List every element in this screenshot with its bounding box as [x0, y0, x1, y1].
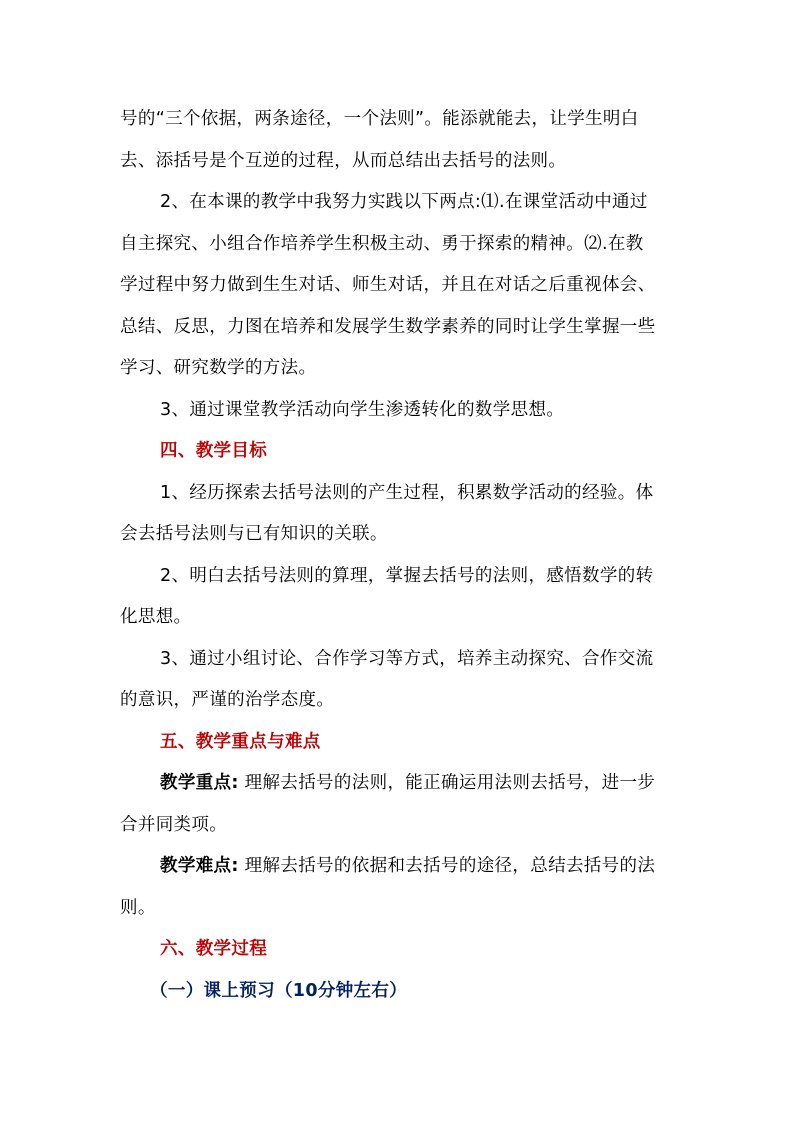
paragraph-line: 学习、研究数学的方法。 [120, 358, 317, 378]
goal-item-continued: 化思想。 [120, 607, 192, 627]
difficulty-label: 教学难点: [160, 856, 239, 876]
goal-item: 2、明白去括号法则的算理，掌握去括号的法则，感悟数学的转 [160, 566, 654, 586]
key-point-label: 教学重点: [160, 773, 239, 793]
subsection-heading: （一）课上预习（10分钟左右） [150, 981, 408, 1001]
goal-item: 3、通过小组讨论、合作学习等方式，培养主动探究、合作交流 [160, 649, 654, 669]
key-point-text: 理解去括号的法则，能正确运用法则去括号，进一步 [238, 773, 656, 793]
section-heading-key-points: 五、教学重点与难点 [160, 732, 321, 752]
section-heading-process: 六、教学过程 [160, 939, 268, 959]
section-heading-goals: 四、教学目标 [160, 441, 268, 461]
key-point-continued: 合并同类项。 [120, 815, 228, 835]
paragraph-line: 号的“三个依据，两条途径，一个法则”。能添就能去，让学生明白 [120, 109, 639, 129]
paragraph-line: 学过程中努力做到生生对话、师生对话，并且在对话之后重视体会、 [120, 275, 656, 295]
paragraph-line: 自主探究、小组合作培养学生积极主动、勇于探索的精神。⑵.在教 [120, 234, 644, 254]
goal-item-continued: 会去括号法则与已有知识的关联。 [120, 524, 388, 544]
goal-item: 1、经历探索去括号法则的产生过程，积累数学活动的经验。体 [160, 483, 654, 503]
difficulty-text: 理解去括号的依据和去括号的途径，总结去括号的法 [238, 856, 656, 876]
paragraph-line: 3、通过课堂教学活动向学生渗透转化的数学思想。 [160, 400, 565, 420]
difficulty-line [160, 854, 720, 878]
paragraph-line: 2、在本课的教学中我努力实践以下两点:⑴.在课堂活动中通过 [160, 192, 648, 212]
key-point-line [160, 771, 720, 795]
difficulty-continued: 则。 [120, 898, 156, 918]
paragraph-line: 去、添括号是个互逆的过程，从而总结出去括号的法则。 [120, 151, 567, 171]
paragraph-line: 总结、反思，力图在培养和发展学生数学素养的同时让学生掌握一些 [120, 317, 656, 337]
goal-item-continued: 的意识，严谨的治学态度。 [120, 690, 335, 710]
